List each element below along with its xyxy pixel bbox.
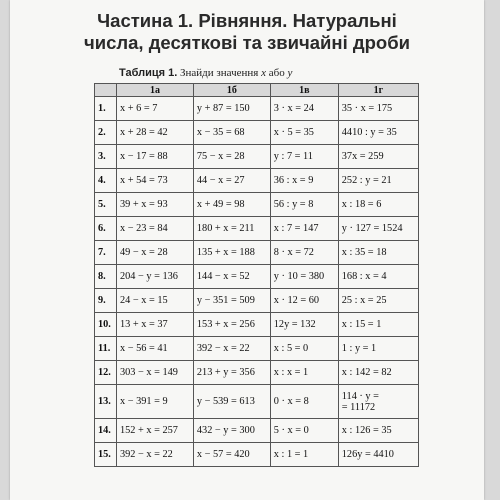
equation-cell: 56 : y = 8	[270, 193, 338, 217]
row-number: 15.	[95, 443, 117, 467]
table-row	[95, 193, 419, 217]
equations-table	[94, 83, 419, 467]
equation-cell: x : 5 = 0	[270, 337, 338, 361]
equation-cell: 49 − x = 28	[117, 241, 194, 265]
equation-cell: x : x = 1	[270, 361, 338, 385]
equation-cell: 25 : x = 25	[338, 289, 418, 313]
table-row	[95, 121, 419, 145]
equation-cell: x : 18 = 6	[338, 193, 418, 217]
equation-cell: x : 35 = 18	[338, 241, 418, 265]
table-caption	[119, 67, 292, 79]
equation-cell: 75 − x = 28	[193, 145, 270, 169]
equation-cell: x : 142 = 82	[338, 361, 418, 385]
chapter-heading-line-2: числа, десяткові та звичайні дроби	[83, 32, 411, 53]
equation-cell: 392 − x = 22	[193, 337, 270, 361]
table-row	[95, 241, 419, 265]
equation-cell: 24 − x = 15	[117, 289, 194, 313]
header-cell-number	[95, 84, 117, 97]
equation-cell: 152 + x = 257	[117, 419, 194, 443]
table-row	[95, 337, 419, 361]
row-number: 10.	[95, 313, 117, 337]
row-number: 2.	[95, 121, 117, 145]
equation-cell: x : 7 = 147	[270, 217, 338, 241]
caption-or: або	[265, 67, 288, 79]
caption-var-x: x	[261, 67, 266, 79]
table-row	[95, 169, 419, 193]
equation-cell: y · 10 = 380	[270, 265, 338, 289]
table-row	[95, 443, 419, 467]
equation-cell: y + 87 = 150	[193, 97, 270, 121]
table-row	[95, 217, 419, 241]
row-number: 11.	[95, 337, 117, 361]
header-cell-1b: 1б	[193, 84, 270, 97]
header-cell-1g: 1г	[338, 84, 418, 97]
equation-cell: x + 6 = 7	[117, 97, 194, 121]
row-number: 7.	[95, 241, 117, 265]
equation-cell: 168 : x = 4	[338, 265, 418, 289]
equation-cell: 135 + x = 188	[193, 241, 270, 265]
equation-cell: 44 − x = 27	[193, 169, 270, 193]
equation-cell: 5 · x = 0	[270, 419, 338, 443]
equation-cell: x − 35 = 68	[193, 121, 270, 145]
equation-cell: x : 1 = 1	[270, 443, 338, 467]
equation-cell: y · 127 = 1524	[338, 217, 418, 241]
equation-cell: x − 57 = 420	[193, 443, 270, 467]
table-row	[95, 265, 419, 289]
header-cell-1v: 1в	[270, 84, 338, 97]
row-number: 9.	[95, 289, 117, 313]
equation-cell: 213 + y = 356	[193, 361, 270, 385]
equation-cell: y : 7 = 11	[270, 145, 338, 169]
header-cell-1a: 1а	[117, 84, 194, 97]
equation-cell: x + 54 = 73	[117, 169, 194, 193]
table-row	[95, 97, 419, 121]
row-number: 1.	[95, 97, 117, 121]
table-row	[95, 419, 419, 443]
equation-cell: 252 : y = 21	[338, 169, 418, 193]
equation-cell: x − 56 = 41	[117, 337, 194, 361]
equation-line-1: 114 · y =	[341, 390, 379, 402]
equation-cell: 39 + x = 93	[117, 193, 194, 217]
equation-cell: x + 49 = 98	[193, 193, 270, 217]
chapter-heading	[10, 10, 484, 54]
table-header-row	[95, 84, 419, 97]
equation-cell: 0 · x = 8	[270, 385, 338, 419]
equation-cell: 303 − x = 149	[117, 361, 194, 385]
equation-line-2: = 11172	[341, 401, 376, 413]
row-number: 14.	[95, 419, 117, 443]
equation-cell: x · 12 = 60	[270, 289, 338, 313]
equation-cell: 12y = 132	[270, 313, 338, 337]
row-number: 3.	[95, 145, 117, 169]
table-caption-text: Знайди значення	[180, 67, 262, 79]
equation-cell: 4410 : y = 35	[338, 121, 418, 145]
chapter-heading-line-1: Частина 1. Рівняння. Натуральні	[97, 10, 397, 31]
row-number: 6.	[95, 217, 117, 241]
equation-cell: x − 391 = 9	[117, 385, 194, 419]
equation-cell: 13 + x = 37	[117, 313, 194, 337]
table-caption-label: Таблиця 1.	[119, 67, 178, 79]
equation-cell: y − 351 = 509	[193, 289, 270, 313]
equation-cell: 36 : x = 9	[270, 169, 338, 193]
row-number: 5.	[95, 193, 117, 217]
table-row	[95, 313, 419, 337]
row-number: 8.	[95, 265, 117, 289]
table-row	[95, 145, 419, 169]
equation-cell: 392 − x = 22	[117, 443, 194, 467]
equation-cell: x : 126 = 35	[338, 419, 418, 443]
equation-cell: y − 539 = 613	[193, 385, 270, 419]
equation-cell: x · 5 = 35	[270, 121, 338, 145]
row-number: 13.	[95, 385, 117, 419]
equation-cell: 126y = 4410	[338, 443, 418, 467]
equation-cell: 35 · x = 175	[338, 97, 418, 121]
table-row	[95, 361, 419, 385]
equation-cell: 204 − y = 136	[117, 265, 194, 289]
equation-cell: x − 23 = 84	[117, 217, 194, 241]
table-row	[95, 385, 419, 419]
book-page	[10, 0, 484, 500]
equation-cell: 37x = 259	[338, 145, 418, 169]
equation-cell: x + 28 = 42	[117, 121, 194, 145]
row-number: 4.	[95, 169, 117, 193]
equation-cell: 3 · x = 24	[270, 97, 338, 121]
table-row	[95, 289, 419, 313]
equation-cell: x : 15 = 1	[338, 313, 418, 337]
equation-cell: 1 : y = 1	[338, 337, 418, 361]
equation-cell: 153 + x = 256	[193, 313, 270, 337]
equation-cell-multiline	[338, 385, 418, 419]
equation-cell: 144 − x = 52	[193, 265, 270, 289]
equation-cell: x − 17 = 88	[117, 145, 194, 169]
caption-var-y: y	[287, 67, 293, 79]
equation-cell: 8 · x = 72	[270, 241, 338, 265]
equation-cell: 180 + x = 211	[193, 217, 270, 241]
equation-cell: 432 − y = 300	[193, 419, 270, 443]
row-number: 12.	[95, 361, 117, 385]
